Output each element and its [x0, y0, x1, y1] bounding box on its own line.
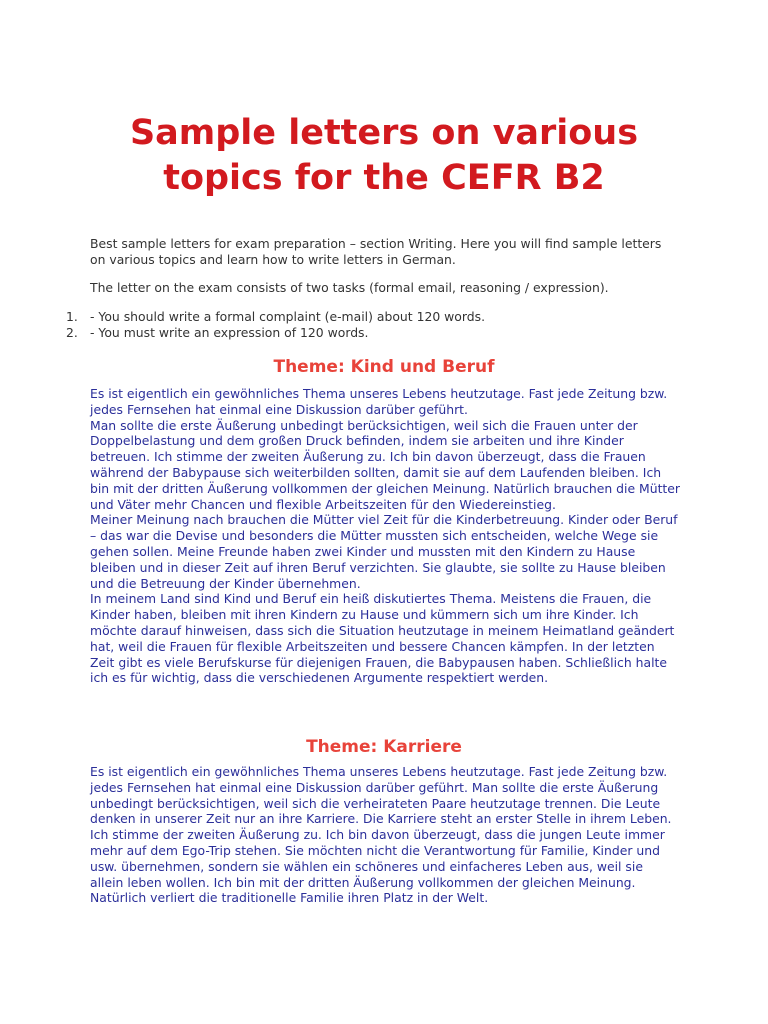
- task-number: 1.: [66, 309, 78, 324]
- section-body-kind-und-beruf: [90, 386, 680, 686]
- intro-paragraph: Best sample letters for exam preparation – section Writing. Here you will find sample letters on various topics and learn how to write letters in German.: [90, 236, 662, 267]
- task-list: [66, 309, 690, 341]
- task-item: [66, 309, 690, 325]
- task-text: - You must write an expression of 120 words.: [90, 325, 369, 340]
- task-text: - You should write a formal complaint (e-mail) about 120 words.: [90, 309, 486, 324]
- task-item: [66, 325, 690, 341]
- section-heading-kind-und-beruf: Theme: Kind und Beruf: [273, 357, 495, 377]
- intro-paragraph: The letter on the exam consists of two tasks (formal email, reasoning / expression).: [90, 280, 609, 295]
- body-paragraph: Meiner Meinung nach brauchen die Mütter viel Zeit für die Kinderbetreuung. Kinder oder Beruf – das war die Devise und besonders die Mütter mussten sich entscheiden, welche Wege sie gehen sollen. Meine Freunde haben zwei Kinder und mussten mit den Kindern zu Hause bleiben und in dieser Zeit auf ihren Beruf verzichten. Sie glaubte, sie sollte zu Hause bleiben und die Betreuung der Kinder übernehmen.: [90, 512, 678, 591]
- body-paragraph: Man sollte die erste Äußerung unbedingt berücksichtigen, weil sich die Frauen unter der Doppelbelastung und dem großen Druck befinden, indem sie arbeiten und ihre Kinder betreuen. Ich stimme der zweiten Äußerung zu. Ich bin davon überzeugt, dass die Frauen während der Babypause sich weiterbilden sollten, damit sie auf dem Laufenden bleiben. Ich bin mit der dritten Äußerung vollkommen der gleichen Meinung. Natürlich brauchen die Mütter und Väter mehr Chancen und flexible Arbeitszeiten für den Wiedereinstieg.: [90, 417, 681, 512]
- section-body-karriere: [90, 764, 680, 906]
- task-number: 2.: [66, 325, 78, 340]
- body-paragraph: Es ist eigentlich ein gewöhnliches Thema unseres Lebens heutzutage. Fast jede Zeitung bzw. jedes Fernsehen hat einmal eine Diskussion darüber geführt. Man sollte die erste Äußerung unbedingt berücksichtigen, weil sich die verheirateten Paare heutzutage trennen. Die Leute denken in unserer Zeit nur an ihre Karriere. Die Karriere steht an erster Stelle in ihrem Leben. Ich stimme der zweiten Äußerung zu. Ich bin davon überzeugt, dass die jungen Leute immer mehr auf dem Ego-Trip stehen. Sie möchten nicht die Verantwortung für Familie, Kinder und usw. übernehmen, sondern sie wählen ein schöneres und einfacheres Leben aus, weil sie allein leben wollen. Ich bin mit der dritten Äußerung vollkommen der gleichen Meinung. Natürlich verliert die traditionelle Familie ihren Platz in der Welt.: [90, 764, 672, 906]
- body-paragraph: Es ist eigentlich ein gewöhnliches Thema unseres Lebens heutzutage. Fast jede Zeitung bzw. jedes Fernsehen hat einmal eine Diskussion darüber geführt.: [90, 386, 668, 417]
- body-paragraph: In meinem Land sind Kind und Beruf ein heiß diskutiertes Thema. Meistens die Frauen, die Kinder haben, bleiben mit ihren Kindern zu Hause und kümmern sich um ihre Kinder. Ich möchte darauf hinweisen, dass sich die Situation heutzutage in meinem Heimatland geändert hat, weil die Frauen für flexible Arbeitszeiten und bessere Chancen kämpfen. In der letzten Zeit gibt es viele Berufskurse für diejenigen Frauen, die Babypausen haben. Schließlich halte ich es für wichtig, dass die verschiedenen Argumente respektiert werden.: [90, 591, 675, 686]
- section-heading-karriere: Theme: Karriere: [306, 737, 462, 757]
- page-title: Sample letters on various topics for the CEFR B2: [129, 113, 639, 198]
